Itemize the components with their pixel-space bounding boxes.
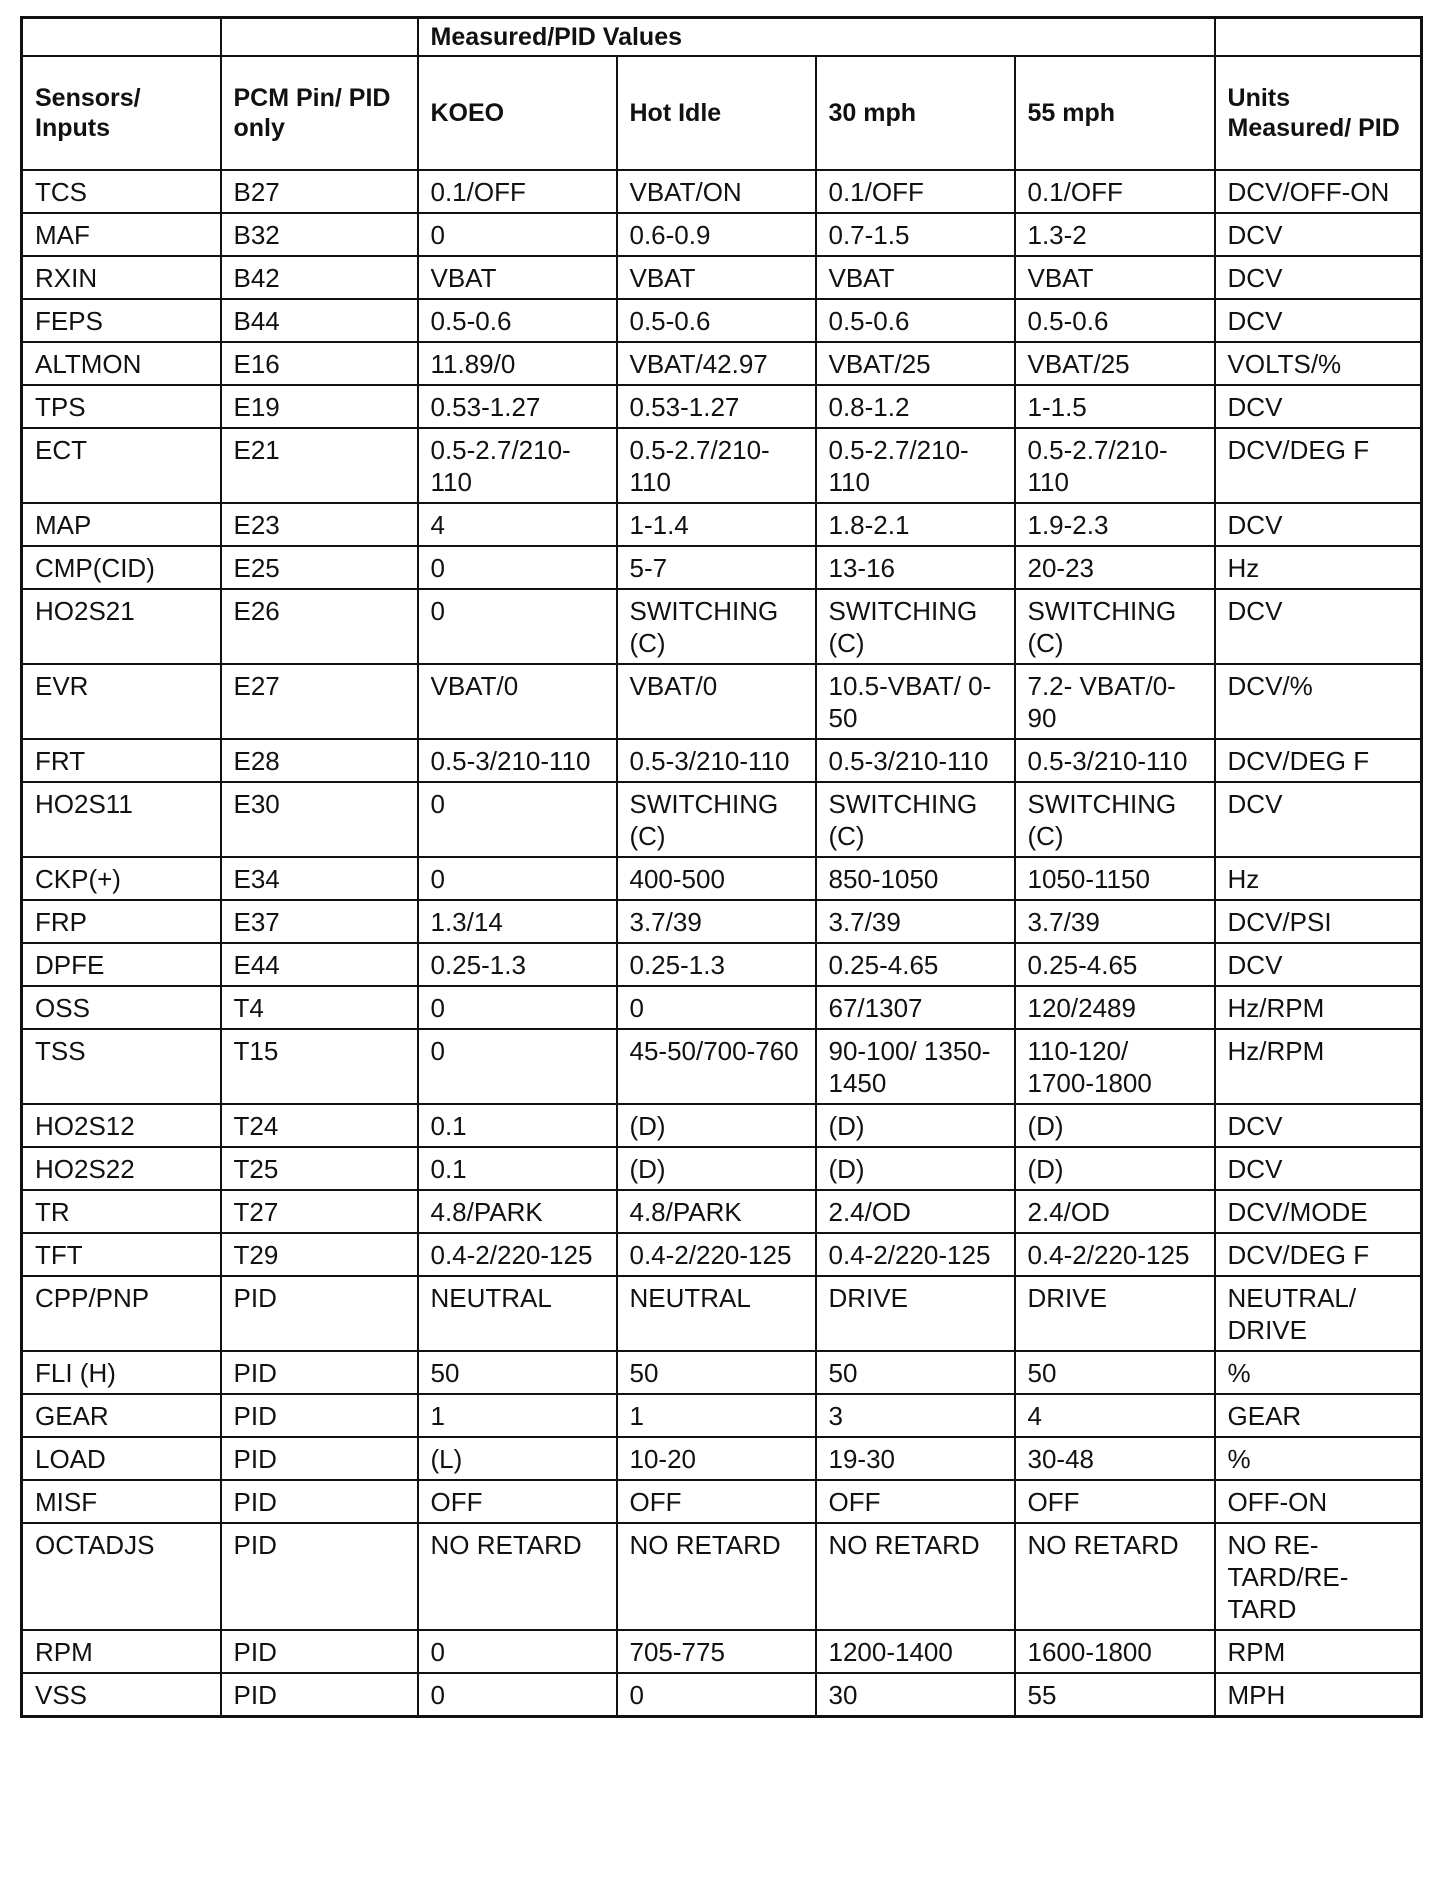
cell-units: RPM: [1215, 1630, 1422, 1673]
cell-30mph: (D): [816, 1104, 1015, 1147]
cell-sensor: HO2S21: [22, 589, 221, 664]
table-row: [22, 857, 1422, 900]
cell-55mph: 1.3-2: [1015, 213, 1215, 256]
table-row: [22, 900, 1422, 943]
cell-koeo: 0: [418, 546, 617, 589]
cell-koeo: 0.1: [418, 1147, 617, 1190]
cell-pin: PID: [221, 1480, 418, 1523]
cell-55mph: VBAT/25: [1015, 342, 1215, 385]
table-row: [22, 1351, 1422, 1394]
cell-sensor: FEPS: [22, 299, 221, 342]
col-header-30mph: 30 mph: [816, 56, 1015, 170]
cell-hot-idle: 0: [617, 1673, 816, 1717]
cell-30mph: 0.5-0.6: [816, 299, 1015, 342]
cell-sensor: ALTMON: [22, 342, 221, 385]
cell-hot-idle: 0.4-2/220-125: [617, 1233, 816, 1276]
cell-units: DCV/OFF-ON: [1215, 170, 1422, 213]
cell-units: DCV: [1215, 385, 1422, 428]
cell-30mph: 19-30: [816, 1437, 1015, 1480]
cell-units: VOLTS/%: [1215, 342, 1422, 385]
cell-55mph: SWITCHING (C): [1015, 589, 1215, 664]
cell-30mph: 13-16: [816, 546, 1015, 589]
cell-55mph: (D): [1015, 1147, 1215, 1190]
cell-pin: E26: [221, 589, 418, 664]
cell-koeo: VBAT/0: [418, 664, 617, 739]
cell-hot-idle: 4.8/PARK: [617, 1190, 816, 1233]
cell-55mph: 4: [1015, 1394, 1215, 1437]
table-row: [22, 213, 1422, 256]
cell-30mph: 0.7-1.5: [816, 213, 1015, 256]
cell-units: OFF-ON: [1215, 1480, 1422, 1523]
table-row: [22, 1190, 1422, 1233]
cell-sensor: ECT: [22, 428, 221, 503]
cell-units: DCV: [1215, 213, 1422, 256]
table-row: [22, 1630, 1422, 1673]
cell-pin: E27: [221, 664, 418, 739]
table-row: [22, 739, 1422, 782]
cell-hot-idle: 1-1.4: [617, 503, 816, 546]
cell-sensor: FRP: [22, 900, 221, 943]
cell-koeo: NO RETARD: [418, 1523, 617, 1630]
cell-koeo: 0.5-3/210-110: [418, 739, 617, 782]
cell-pin: T15: [221, 1029, 418, 1104]
cell-55mph: 3.7/39: [1015, 900, 1215, 943]
cell-hot-idle: SWITCHING (C): [617, 782, 816, 857]
table-row: [22, 546, 1422, 589]
cell-30mph: 2.4/OD: [816, 1190, 1015, 1233]
cell-pin: E25: [221, 546, 418, 589]
table-row: [22, 1673, 1422, 1717]
cell-koeo: 0: [418, 589, 617, 664]
cell-55mph: 55: [1015, 1673, 1215, 1717]
table-row: [22, 1437, 1422, 1480]
cell-koeo: 4.8/PARK: [418, 1190, 617, 1233]
cell-30mph: 1.8-2.1: [816, 503, 1015, 546]
cell-pin: T27: [221, 1190, 418, 1233]
cell-hot-idle: (D): [617, 1147, 816, 1190]
cell-units: DCV: [1215, 256, 1422, 299]
cell-units: %: [1215, 1437, 1422, 1480]
cell-55mph: 50: [1015, 1351, 1215, 1394]
cell-hot-idle: VBAT/ON: [617, 170, 816, 213]
cell-units: MPH: [1215, 1673, 1422, 1717]
cell-koeo: 1.3/14: [418, 900, 617, 943]
cell-hot-idle: 45-50/700-760: [617, 1029, 816, 1104]
cell-55mph: 0.4-2/220-125: [1015, 1233, 1215, 1276]
cell-koeo: 0.5-0.6: [418, 299, 617, 342]
cell-30mph: 0.5-3/210-110: [816, 739, 1015, 782]
cell-55mph: 0.25-4.65: [1015, 943, 1215, 986]
table-row: [22, 1480, 1422, 1523]
cell-30mph: 850-1050: [816, 857, 1015, 900]
cell-sensor: OSS: [22, 986, 221, 1029]
cell-hot-idle: NO RETARD: [617, 1523, 816, 1630]
cell-55mph: 1.9-2.3: [1015, 503, 1215, 546]
cell-hot-idle: NEUTRAL: [617, 1276, 816, 1351]
cell-sensor: MAF: [22, 213, 221, 256]
cell-55mph: 1050-1150: [1015, 857, 1215, 900]
cell-koeo: 0.53-1.27: [418, 385, 617, 428]
cell-pin: T4: [221, 986, 418, 1029]
cell-pin: T24: [221, 1104, 418, 1147]
cell-pin: PID: [221, 1437, 418, 1480]
cell-hot-idle: 0.25-1.3: [617, 943, 816, 986]
cell-units: DCV: [1215, 943, 1422, 986]
cell-units: NEUTRAL/ DRIVE: [1215, 1276, 1422, 1351]
table-row: [22, 342, 1422, 385]
cell-units: Hz: [1215, 857, 1422, 900]
cell-sensor: OCTADJS: [22, 1523, 221, 1630]
table-row: [22, 664, 1422, 739]
cell-30mph: 10.5-VBAT/ 0-50: [816, 664, 1015, 739]
cell-sensor: RPM: [22, 1630, 221, 1673]
table-row: [22, 986, 1422, 1029]
cell-hot-idle: VBAT/0: [617, 664, 816, 739]
cell-hot-idle: 3.7/39: [617, 900, 816, 943]
col-header-units: Units Measured/ PID: [1215, 56, 1422, 170]
cell-units: DCV/DEG F: [1215, 1233, 1422, 1276]
col-header-sensor: Sensors/ Inputs: [22, 56, 221, 170]
cell-sensor: FRT: [22, 739, 221, 782]
cell-koeo: VBAT: [418, 256, 617, 299]
table-row: [22, 1394, 1422, 1437]
cell-55mph: VBAT: [1015, 256, 1215, 299]
table-row: [22, 589, 1422, 664]
cell-koeo: 0: [418, 1630, 617, 1673]
cell-sensor: GEAR: [22, 1394, 221, 1437]
cell-30mph: 90-100/ 1350-1450: [816, 1029, 1015, 1104]
cell-55mph: 110-120/ 1700-1800: [1015, 1029, 1215, 1104]
table-row: [22, 1233, 1422, 1276]
cell-units: DCV: [1215, 1147, 1422, 1190]
cell-units: DCV/MODE: [1215, 1190, 1422, 1233]
cell-sensor: HO2S11: [22, 782, 221, 857]
cell-pin: E44: [221, 943, 418, 986]
cell-30mph: 3.7/39: [816, 900, 1015, 943]
cell-30mph: VBAT/25: [816, 342, 1015, 385]
pid-values-table: [20, 16, 1423, 1718]
cell-pin: E34: [221, 857, 418, 900]
cell-units: DCV/PSI: [1215, 900, 1422, 943]
table-row: [22, 943, 1422, 986]
cell-koeo: (L): [418, 1437, 617, 1480]
cell-sensor: FLI (H): [22, 1351, 221, 1394]
cell-30mph: NO RETARD: [816, 1523, 1015, 1630]
cell-30mph: (D): [816, 1147, 1015, 1190]
cell-55mph: DRIVE: [1015, 1276, 1215, 1351]
cell-hot-idle: VBAT: [617, 256, 816, 299]
cell-sensor: DPFE: [22, 943, 221, 986]
col-header-pin: PCM Pin/ PID only: [221, 56, 418, 170]
cell-hot-idle: 10-20: [617, 1437, 816, 1480]
cell-units: GEAR: [1215, 1394, 1422, 1437]
cell-sensor: LOAD: [22, 1437, 221, 1480]
cell-30mph: 50: [816, 1351, 1015, 1394]
cell-pin: T29: [221, 1233, 418, 1276]
cell-koeo: 11.89/0: [418, 342, 617, 385]
cell-hot-idle: 400-500: [617, 857, 816, 900]
cell-30mph: 0.4-2/220-125: [816, 1233, 1015, 1276]
cell-sensor: MISF: [22, 1480, 221, 1523]
cell-55mph: NO RETARD: [1015, 1523, 1215, 1630]
cell-sensor: MAP: [22, 503, 221, 546]
cell-koeo: 0: [418, 1029, 617, 1104]
cell-hot-idle: 0.53-1.27: [617, 385, 816, 428]
cell-hot-idle: 0: [617, 986, 816, 1029]
cell-units: DCV: [1215, 782, 1422, 857]
cell-units: Hz/RPM: [1215, 986, 1422, 1029]
cell-koeo: 0.5-2.7/210-110: [418, 428, 617, 503]
cell-pin: T25: [221, 1147, 418, 1190]
cell-hot-idle: 0.5-3/210-110: [617, 739, 816, 782]
table-row: [22, 170, 1422, 213]
cell-30mph: SWITCHING (C): [816, 589, 1015, 664]
col-header-hot-idle: Hot Idle: [617, 56, 816, 170]
cell-30mph: VBAT: [816, 256, 1015, 299]
cell-30mph: 30: [816, 1673, 1015, 1717]
cell-units: DCV: [1215, 1104, 1422, 1147]
table-row: [22, 1104, 1422, 1147]
table-row: [22, 1276, 1422, 1351]
cell-30mph: 1200-1400: [816, 1630, 1015, 1673]
cell-koeo: 0.25-1.3: [418, 943, 617, 986]
cell-55mph: (D): [1015, 1104, 1215, 1147]
cell-units: NO RE-TARD/RE-TARD: [1215, 1523, 1422, 1630]
blank-header-cell: [1215, 18, 1422, 57]
cell-55mph: 1-1.5: [1015, 385, 1215, 428]
cell-55mph: 1600-1800: [1015, 1630, 1215, 1673]
cell-sensor: CPP/PNP: [22, 1276, 221, 1351]
cell-pin: B27: [221, 170, 418, 213]
cell-units: DCV/DEG F: [1215, 428, 1422, 503]
cell-units: DCV: [1215, 589, 1422, 664]
col-header-55mph: 55 mph: [1015, 56, 1215, 170]
cell-pin: B44: [221, 299, 418, 342]
cell-koeo: 0.4-2/220-125: [418, 1233, 617, 1276]
cell-pin: E16: [221, 342, 418, 385]
cell-hot-idle: 50: [617, 1351, 816, 1394]
cell-hot-idle: 0.5-2.7/210-110: [617, 428, 816, 503]
cell-55mph: 120/2489: [1015, 986, 1215, 1029]
cell-hot-idle: OFF: [617, 1480, 816, 1523]
cell-pin: E19: [221, 385, 418, 428]
cell-units: DCV/DEG F: [1215, 739, 1422, 782]
cell-koeo: 0: [418, 213, 617, 256]
table-row: [22, 385, 1422, 428]
cell-koeo: 0: [418, 1673, 617, 1717]
cell-pin: PID: [221, 1276, 418, 1351]
cell-55mph: 0.5-0.6: [1015, 299, 1215, 342]
cell-pin: E37: [221, 900, 418, 943]
cell-hot-idle: SWITCHING (C): [617, 589, 816, 664]
cell-30mph: 0.8-1.2: [816, 385, 1015, 428]
cell-30mph: 0.25-4.65: [816, 943, 1015, 986]
cell-units: DCV: [1215, 503, 1422, 546]
cell-55mph: 0.1/OFF: [1015, 170, 1215, 213]
table-row: [22, 1029, 1422, 1104]
cell-55mph: SWITCHING (C): [1015, 782, 1215, 857]
cell-sensor: RXIN: [22, 256, 221, 299]
cell-koeo: NEUTRAL: [418, 1276, 617, 1351]
table-row: [22, 299, 1422, 342]
table-row: [22, 1147, 1422, 1190]
table-row: [22, 782, 1422, 857]
column-header-row: [22, 56, 1422, 170]
group-header-row: [22, 18, 1422, 57]
blank-header-cell: [221, 18, 418, 57]
cell-30mph: 0.1/OFF: [816, 170, 1015, 213]
cell-pin: E28: [221, 739, 418, 782]
cell-hot-idle: (D): [617, 1104, 816, 1147]
cell-koeo: 0.1/OFF: [418, 170, 617, 213]
cell-pin: PID: [221, 1523, 418, 1630]
cell-koeo: 0: [418, 857, 617, 900]
cell-pin: PID: [221, 1673, 418, 1717]
cell-pin: E21: [221, 428, 418, 503]
cell-sensor: TSS: [22, 1029, 221, 1104]
cell-pin: PID: [221, 1394, 418, 1437]
cell-koeo: 0.1: [418, 1104, 617, 1147]
measured-pid-values-header: Measured/PID Values: [418, 18, 1215, 57]
cell-55mph: 0.5-3/210-110: [1015, 739, 1215, 782]
cell-sensor: CMP(CID): [22, 546, 221, 589]
cell-koeo: 0: [418, 986, 617, 1029]
cell-koeo: 0: [418, 782, 617, 857]
cell-koeo: 50: [418, 1351, 617, 1394]
table-body: [22, 170, 1422, 1717]
cell-sensor: HO2S12: [22, 1104, 221, 1147]
cell-pin: B42: [221, 256, 418, 299]
cell-sensor: VSS: [22, 1673, 221, 1717]
cell-hot-idle: 5-7: [617, 546, 816, 589]
cell-sensor: TFT: [22, 1233, 221, 1276]
cell-55mph: OFF: [1015, 1480, 1215, 1523]
cell-sensor: TCS: [22, 170, 221, 213]
cell-hot-idle: 1: [617, 1394, 816, 1437]
cell-30mph: 3: [816, 1394, 1015, 1437]
table-row: [22, 503, 1422, 546]
cell-units: Hz: [1215, 546, 1422, 589]
cell-koeo: 4: [418, 503, 617, 546]
cell-hot-idle: 0.6-0.9: [617, 213, 816, 256]
table-row: [22, 256, 1422, 299]
col-header-koeo: KOEO: [418, 56, 617, 170]
cell-hot-idle: 0.5-0.6: [617, 299, 816, 342]
cell-koeo: OFF: [418, 1480, 617, 1523]
cell-units: DCV: [1215, 299, 1422, 342]
cell-sensor: TPS: [22, 385, 221, 428]
cell-hot-idle: VBAT/42.97: [617, 342, 816, 385]
cell-koeo: 1: [418, 1394, 617, 1437]
cell-sensor: CKP(+): [22, 857, 221, 900]
cell-pin: E23: [221, 503, 418, 546]
cell-sensor: EVR: [22, 664, 221, 739]
table-row: [22, 1523, 1422, 1630]
cell-55mph: 2.4/OD: [1015, 1190, 1215, 1233]
blank-header-cell: [22, 18, 221, 57]
cell-30mph: DRIVE: [816, 1276, 1015, 1351]
cell-pin: PID: [221, 1630, 418, 1673]
cell-55mph: 0.5-2.7/210-110: [1015, 428, 1215, 503]
cell-30mph: 67/1307: [816, 986, 1015, 1029]
cell-hot-idle: 705-775: [617, 1630, 816, 1673]
cell-sensor: TR: [22, 1190, 221, 1233]
cell-units: DCV/%: [1215, 664, 1422, 739]
cell-sensor: HO2S22: [22, 1147, 221, 1190]
cell-55mph: 30-48: [1015, 1437, 1215, 1480]
cell-units: Hz/RPM: [1215, 1029, 1422, 1104]
cell-units: %: [1215, 1351, 1422, 1394]
table-row: [22, 428, 1422, 503]
cell-30mph: OFF: [816, 1480, 1015, 1523]
cell-pin: B32: [221, 213, 418, 256]
cell-55mph: 7.2- VBAT/0-90: [1015, 664, 1215, 739]
cell-30mph: SWITCHING (C): [816, 782, 1015, 857]
cell-pin: E30: [221, 782, 418, 857]
cell-30mph: 0.5-2.7/210-110: [816, 428, 1015, 503]
cell-pin: PID: [221, 1351, 418, 1394]
cell-55mph: 20-23: [1015, 546, 1215, 589]
